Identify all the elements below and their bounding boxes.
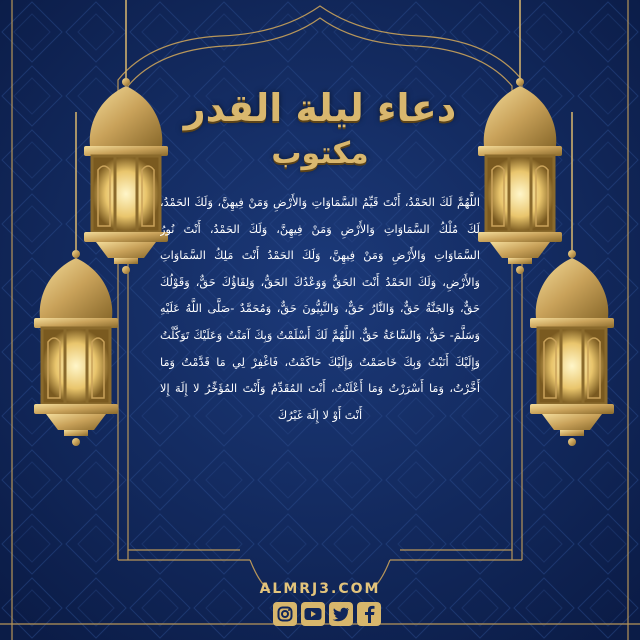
page-subtitle: مكتوب	[271, 136, 369, 171]
page-title: دعاء ليلة القدر	[183, 86, 457, 130]
instagram-icon[interactable]	[273, 602, 297, 626]
youtube-icon[interactable]	[301, 602, 325, 626]
twitter-icon[interactable]	[329, 602, 353, 626]
website-url[interactable]: ALMRJ3.COM	[259, 581, 381, 597]
prayer-text: اللَّهُمَّ لَكَ الحَمْدُ، أَنْتَ قَيِّمُ السَّمَاوَاتِ وَالأَرْضِ وَمَنْ فِيهِنَّ، وَلَكَ الحَمْدُ، لَكَ مُلْكُ السَّمَاوَاتِ وَالأَرْضِ وَمَنْ فِيهِنَّ، وَلَكَ الحَمْدُ، أَنْتَ نُورُ السَّمَاوَاتِ وَالأَرْضِ وَمَنْ فِيهِنَّ، وَلَكَ الحَمْدُ أَنْتَ مَلِكُ السَّمَاوَاتِ وَالأَرْضِ، وَلَكَ الحَمْدُ أَنْتَ الحَقُّ وَوَعْدُكَ الحَقُّ، وَلِقَاؤُكَ حَقٌّ، وَقَوْلُكَ حَقٌّ، وَالجَنَّةُ حَقٌّ، وَالنَّارُ حَقٌّ، وَالنَّبِيُّونَ حَقٌّ، وَمُحَمَّدٌ -صَلَّى اللَّهُ عَلَيْهِ وَسَلَّمَ- حَقٌّ، وَالسَّاعَةُ حَقٌّ. اللَّهُمَّ لَكَ أَسْلَمْتُ وَبِكَ آمَنْتُ وَعَلَيْكَ تَوَكَّلْتُ وَإِلَيْكَ أَنَبْتُ وَبِكَ خَاصَمْتُ وَإِلَيْكَ حَاكَمْتُ، فَاغْفِرْ لِي مَا قَدَّمْتُ وَمَا أَخَّرْتُ، وَمَا أَسْرَرْتُ وَمَا أَعْلَنْتُ، أَنْتَ المُقَدِّمُ وَأَنْتَ المُؤَخِّرُ لا إِلَهَ إِلا أَنْتَ أَوْ لا إِلَهَ غَيْرُكَ	[160, 196, 480, 422]
social-icons-row	[273, 602, 381, 626]
facebook-icon[interactable]	[357, 602, 381, 626]
